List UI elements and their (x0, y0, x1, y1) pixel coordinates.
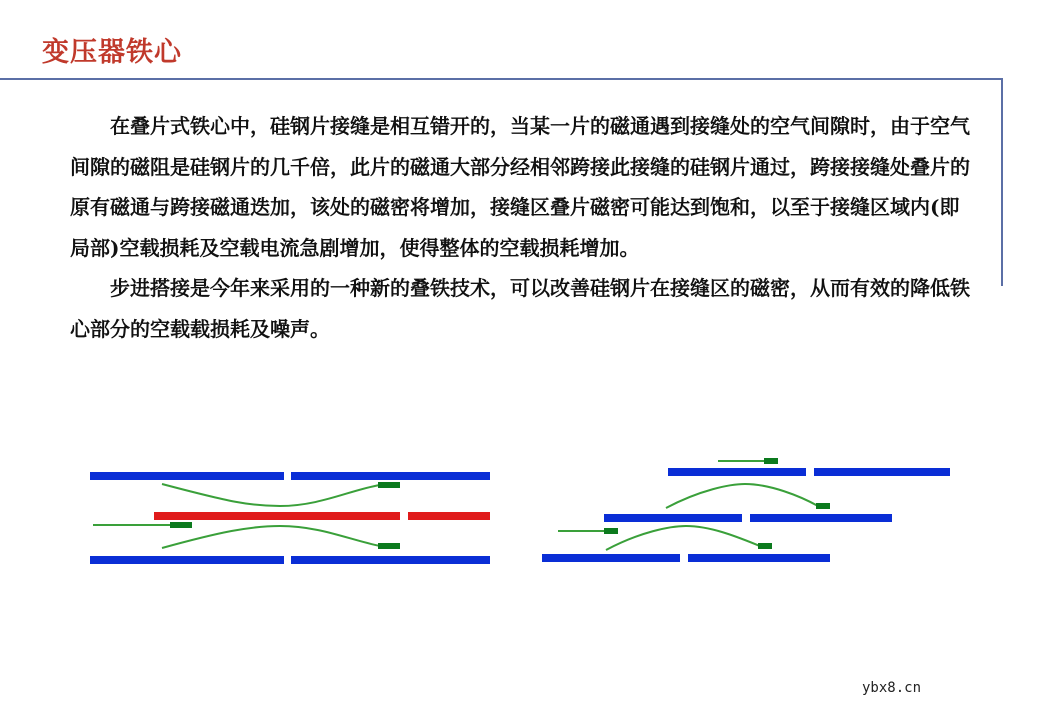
step-lap-diagram (542, 458, 950, 562)
bottom-lamination-left (90, 556, 284, 564)
flux-arrow-input (170, 522, 192, 528)
title-divider (0, 78, 1003, 80)
watermark: ybx8.cn (862, 680, 922, 696)
flux-line-upper (162, 484, 380, 506)
step-arrow-upper (816, 503, 830, 509)
step-bottom-left (542, 554, 680, 562)
step-arrow-input (604, 528, 618, 534)
paragraph-lap-joint: 在叠片式铁心中，硅钢片接缝是相互错开的，当某一片的磁通遇到接缝处的空气间隙时，由于空气间隙的磁阻是硅钢片的几千倍，此片的磁通大部分经相邻跨接此接缝的硅钢片通过，跨接接缝处叠片的原有磁通与跨接磁通迭加，该处的磁密将增加，接缝区叠片磁密可能达到饱和，以至于接缝区域内(即局部)空载损耗及空载电流急剧增加，使得整体的空载损耗增加。 (70, 114, 970, 260)
step-bottom-right (688, 554, 830, 562)
slide-title: 变压器铁心 (42, 37, 182, 68)
step-flux-arc-lower (606, 526, 760, 550)
step-mid-left (604, 514, 742, 522)
frame-right-border (1001, 78, 1003, 286)
flux-line-lower (162, 526, 380, 548)
step-arrow-lower (758, 543, 772, 549)
top-lamination-left (90, 472, 284, 480)
step-arrow-top (764, 458, 778, 464)
body-text (70, 106, 970, 349)
flux-arrow-upper (378, 482, 400, 488)
lap-joint-diagram (90, 472, 490, 564)
flux-arrow-lower (378, 543, 400, 549)
bottom-lamination-right (291, 556, 490, 564)
paragraph-step-lap: 步进搭接是今年来采用的一种新的叠铁技术，可以改善硅钢片在接缝区的磁密，从而有效的降低铁心部分的空载载损耗及噪声。 (70, 276, 970, 341)
step-top-right (814, 468, 950, 476)
lamination-diagram (0, 440, 1040, 600)
middle-lamination-right (408, 512, 490, 520)
middle-lamination-left (154, 512, 400, 520)
step-flux-arc-upper (666, 484, 818, 508)
top-lamination-right (291, 472, 490, 480)
step-top-left (668, 468, 806, 476)
step-mid-right (750, 514, 892, 522)
